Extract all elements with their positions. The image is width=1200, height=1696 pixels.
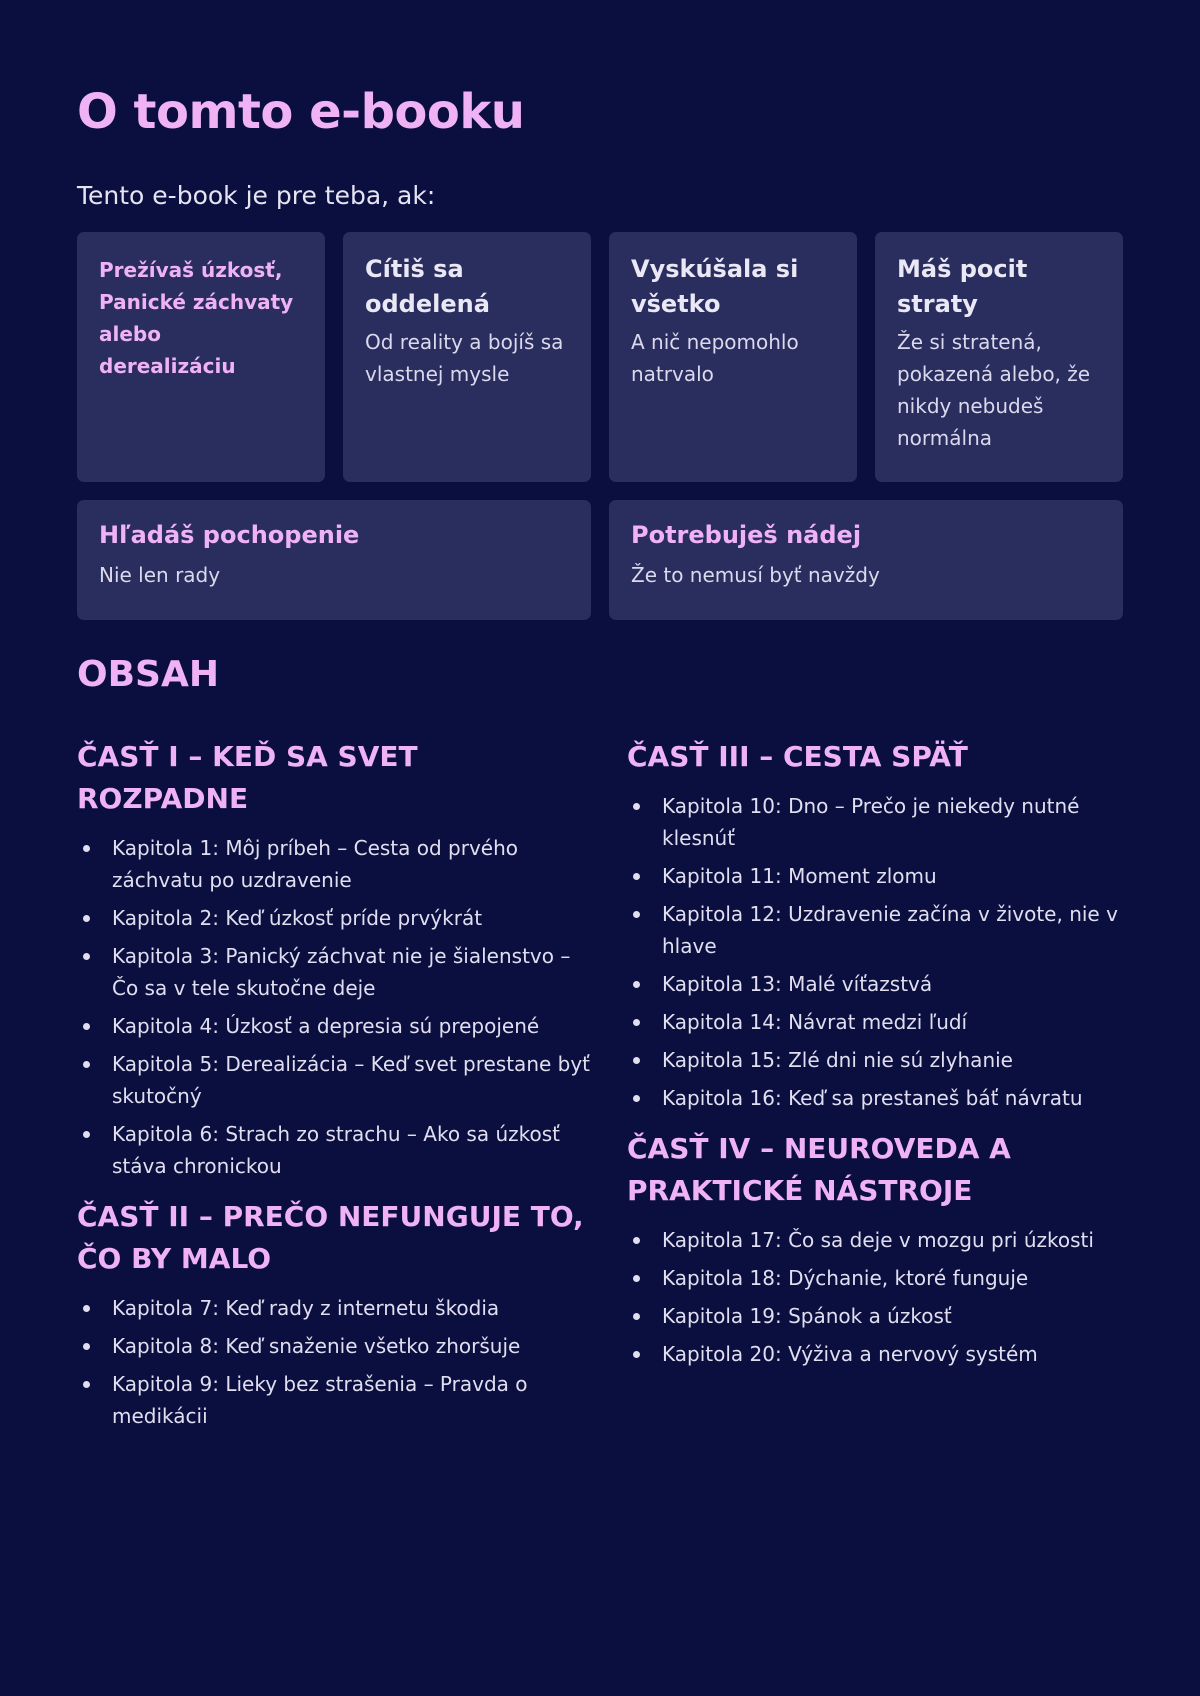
chapter-item: Kapitola 16: Keď sa prestaneš báť návratu [627, 1082, 1141, 1114]
audience-card-detached [343, 232, 591, 482]
chapter-item: Kapitola 3: Panický záchvat nie je šialenstvo – Čo sa v tele skutočne deje [77, 940, 591, 1004]
toc-column-right [627, 736, 1141, 1438]
chapter-item: Kapitola 14: Návrat medzi ľudí [627, 1006, 1141, 1038]
card-title: Potrebuješ nádej [631, 521, 862, 549]
chapter-item: Kapitola 18: Dýchanie, ktoré funguje [627, 1262, 1141, 1294]
audience-card-loss [875, 232, 1123, 482]
part-4 [627, 1128, 1141, 1370]
card-title: Vyskúšala si všetko [631, 255, 799, 318]
chapter-item: Kapitola 20: Výživa a nervový systém [627, 1338, 1141, 1370]
chapter-item: Kapitola 9: Lieky bez strašenia – Pravda o medikácii [77, 1368, 591, 1432]
card-title: Prežívaš úzkosť, Panické záchvaty alebo derealizáciu [99, 258, 294, 378]
chapter-item: Kapitola 8: Keď snaženie všetko zhoršuje [77, 1330, 591, 1362]
part-2 [77, 1196, 591, 1432]
page-title: O tomto e-booku [77, 84, 525, 140]
audience-card-tried-everything [609, 232, 857, 482]
chapter-item: Kapitola 1: Môj príbeh – Cesta od prvého záchvatu po uzdravenie [77, 832, 591, 896]
chapter-item: Kapitola 4: Úzkosť a depresia sú prepojené [77, 1010, 591, 1042]
chapter-item: Kapitola 13: Malé víťazstvá [627, 968, 1141, 1000]
toc-column-left [77, 736, 591, 1438]
table-of-contents [77, 736, 1123, 1438]
chapter-item: Kapitola 7: Keď rady z internetu škodia [77, 1292, 591, 1324]
chapter-item: Kapitola 10: Dno – Prečo je niekedy nutné klesnúť [627, 790, 1141, 854]
card-title: Máš pocit straty [897, 255, 1028, 318]
chapter-item: Kapitola 5: Derealizácia – Keď svet prestane byť skutočný [77, 1048, 591, 1112]
chapter-item: Kapitola 12: Uzdravenie začína v živote, nie v hlave [627, 898, 1141, 962]
part-heading: ČASŤ I – KEĎ SA SVET ROZPADNE [77, 740, 418, 815]
card-text: A nič nepomohlo natrvalo [631, 330, 799, 386]
chapter-item: Kapitola 11: Moment zlomu [627, 860, 1141, 892]
chapter-list [627, 790, 1141, 1114]
chapter-list [77, 1292, 591, 1432]
audience-card-anxiety [77, 232, 325, 482]
audience-cards-bottom [77, 500, 1123, 620]
intro-text: Tento e-book je pre teba, ak: [77, 181, 436, 210]
card-text: Že si stratená, pokazená alebo, že nikdy nebudeš normálna [897, 330, 1091, 450]
card-title: Cítiš sa oddelená [365, 255, 490, 318]
chapter-item: Kapitola 19: Spánok a úzkosť [627, 1300, 1141, 1332]
card-text: Od reality a bojíš sa vlastnej mysle [365, 330, 564, 386]
audience-card-understanding [77, 500, 591, 620]
part-heading: ČASŤ II – PREČO NEFUNGUJE TO, ČO BY MALO [77, 1200, 584, 1275]
chapter-item: Kapitola 2: Keď úzkosť príde prvýkrát [77, 902, 591, 934]
audience-cards-top [77, 232, 1123, 482]
audience-card-hope [609, 500, 1123, 620]
part-heading: ČASŤ IV – NEUROVEDA A PRAKTICKÉ NÁSTROJE [627, 1132, 1011, 1207]
part-heading: ČASŤ III – CESTA SPÄŤ [627, 740, 968, 773]
chapter-list [627, 1224, 1141, 1370]
part-1 [77, 736, 591, 1182]
card-text: Nie len rady [99, 563, 221, 587]
contents-title: OBSAH [77, 654, 219, 695]
chapter-list [77, 832, 591, 1182]
card-title: Hľadáš pochopenie [99, 521, 360, 549]
chapter-item: Kapitola 15: Zlé dni nie sú zlyhanie [627, 1044, 1141, 1076]
card-text: Že to nemusí byť navždy [631, 563, 880, 587]
chapter-item: Kapitola 17: Čo sa deje v mozgu pri úzkosti [627, 1224, 1141, 1256]
part-3 [627, 736, 1141, 1114]
chapter-item: Kapitola 6: Strach zo strachu – Ako sa úzkosť stáva chronickou [77, 1118, 591, 1182]
